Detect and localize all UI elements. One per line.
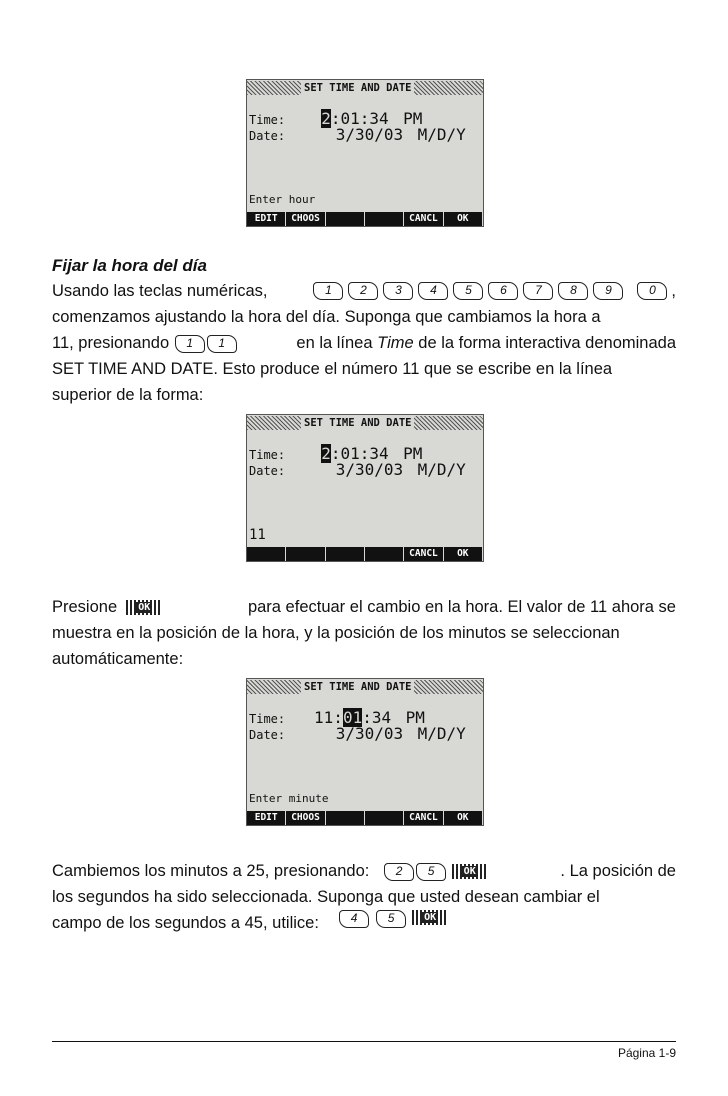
softkey-cancl: CANCL [404, 547, 443, 561]
softkey-cancl: CANCL [404, 212, 443, 226]
key-5: 5 [376, 910, 406, 928]
key-2: 2 [348, 282, 378, 300]
softkey-ok: OK [444, 811, 483, 825]
paragraph-3: Cambiemos los minutos a 25, presionando: 2 5 OK . La posición de los segundos ha sido seleccionada. Suponga que usted desean cambiar el campo de los segundos a 45, utilice: 4 5 OK [52, 862, 676, 932]
key-8: 8 [558, 282, 588, 300]
softkey-blank [365, 811, 404, 825]
calculator-screen-2 [246, 414, 484, 562]
paragraph-2: Presione OK para efectuar el cambio en la hora. El valor de 11 ahora se muestra en la posición de la hora, y la posición de los minutos se seleccionan automáticamente: [52, 598, 676, 668]
softkey-blank [365, 547, 404, 561]
calculator-screen-3 [246, 678, 484, 826]
softkey-ok: OK [444, 547, 483, 561]
softkey-blank [326, 811, 365, 825]
paragraph-1: Usando las teclas numéricas, 1 2 3 4 5 6 7 8 9 0 , comenzamos ajustando la hora del día. Suponga que cambiamos la hora a 11, presionando 1 1 en la línea Time de la forma interactiva denominada SET TIME AND DATE. Esto produce el número 11 que se escribe en la línea superior de la forma: [52, 278, 676, 408]
hour-field: 2 [321, 109, 331, 128]
key-9: 9 [593, 282, 623, 300]
time-row: Time: 2:01:34 PM [249, 109, 423, 128]
softkey-menu [247, 811, 483, 825]
time-row: Time: 2:01:34 PM [249, 444, 423, 463]
softkey-blank [365, 212, 404, 226]
calculator-screen-1 [246, 79, 484, 227]
hour-field: 2 [321, 444, 331, 463]
softkey-cancl: CANCL [404, 811, 443, 825]
key-1: 1 [175, 335, 205, 353]
key-1: 1 [207, 335, 237, 353]
command-line: 11 [249, 527, 266, 543]
ok-softkey-icon: OK [126, 600, 162, 615]
section-heading: Fijar la hora del día [52, 256, 207, 275]
time-row: Time: 11:01:34 PM [249, 708, 425, 727]
key-2: 2 [384, 863, 414, 881]
softkey-menu [247, 212, 483, 226]
softkey-edit: EDIT [247, 212, 286, 226]
key-6: 6 [488, 282, 518, 300]
key-5: 5 [416, 863, 446, 881]
page-number: Página 1-9 [617, 1046, 676, 1060]
hour-field: 11 [314, 708, 334, 727]
date-row: Date: 3/30/03 M/D/Y [249, 724, 466, 743]
softkey-menu [247, 547, 483, 561]
key-0: 0 [637, 282, 667, 300]
softkey-ok: OK [444, 212, 483, 226]
key-3: 3 [383, 282, 413, 300]
key-7: 7 [523, 282, 553, 300]
minute-field: 01 [342, 708, 363, 727]
footer-rule [52, 1041, 676, 1042]
key-5: 5 [453, 282, 483, 300]
softkey-choos: CHOOS [286, 212, 325, 226]
screen-title: SET TIME AND DATE [301, 680, 414, 694]
ok-softkey-icon: OK [412, 910, 448, 925]
screen-prompt: Enter hour [249, 193, 316, 206]
softkey-blank [247, 547, 286, 561]
screen-title: SET TIME AND DATE [301, 416, 414, 430]
key-4: 4 [339, 910, 369, 928]
screen-prompt: Enter minute [249, 792, 329, 805]
date-row: Date: 3/30/03 M/D/Y [249, 460, 466, 479]
key-4: 4 [418, 282, 448, 300]
softkey-blank [326, 547, 365, 561]
softkey-choos: CHOOS [286, 811, 325, 825]
ok-softkey-icon: OK [452, 864, 488, 879]
softkey-blank [286, 547, 325, 561]
key-1: 1 [313, 282, 343, 300]
numeric-keys: 1 2 3 4 5 6 7 8 9 0 , [312, 278, 676, 304]
softkey-edit: EDIT [247, 811, 286, 825]
date-row: Date: 3/30/03 M/D/Y [249, 125, 466, 144]
softkey-blank [326, 212, 365, 226]
screen-title: SET TIME AND DATE [301, 81, 414, 95]
